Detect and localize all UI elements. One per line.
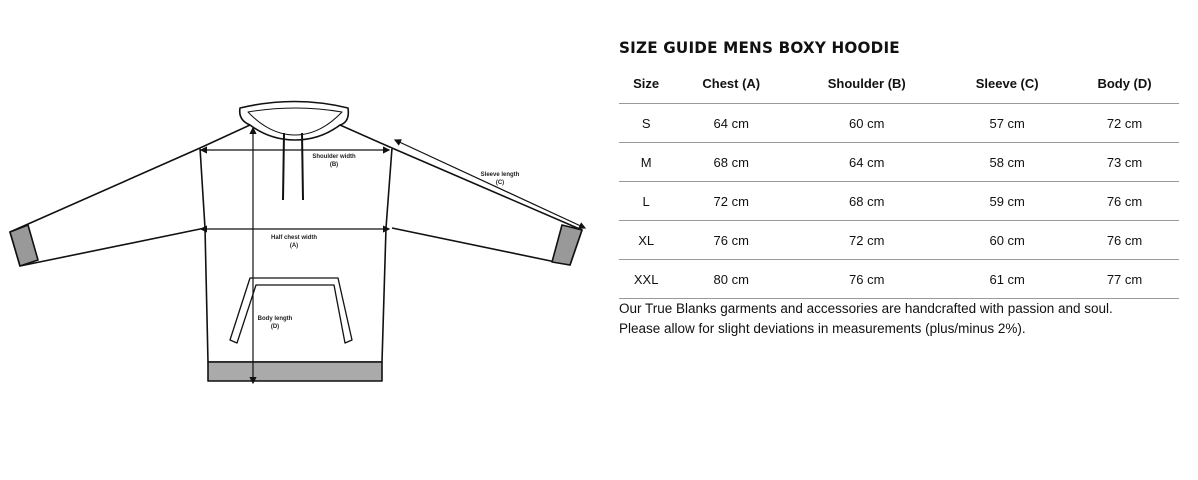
table-cell: 76 cm bbox=[789, 260, 944, 299]
measurement-note bbox=[619, 299, 1113, 339]
table-header bbox=[619, 64, 1179, 104]
page-title: SIZE GUIDE MENS BOXY HOODIE bbox=[619, 38, 900, 57]
col-chest: Chest (A) bbox=[702, 76, 761, 91]
table-cell: 68 cm bbox=[789, 182, 944, 221]
table-cell: 57 cm bbox=[944, 104, 1070, 143]
table-cell: 60 cm bbox=[789, 104, 944, 143]
size-table bbox=[619, 64, 1179, 299]
chest-code: (A) bbox=[289, 243, 299, 249]
table-cell: S bbox=[619, 104, 673, 143]
table-cell: 77 cm bbox=[1070, 260, 1179, 299]
note-line: Please allow for slight deviations in measurements (plus/minus 2%). bbox=[619, 321, 1026, 336]
table-cell: 72 cm bbox=[789, 221, 944, 260]
table-cell: XL bbox=[619, 221, 673, 260]
table-cell: L bbox=[619, 182, 673, 221]
note-line: Our True Blanks garments and accessories are handcrafted with passion and soul. bbox=[619, 301, 1113, 316]
col-body: Body (D) bbox=[1097, 76, 1152, 91]
shoulder-code: (B) bbox=[329, 162, 339, 168]
sleeve-code: (C) bbox=[495, 180, 505, 186]
col-shoulder: Shoulder (B) bbox=[827, 76, 906, 91]
body-label: Body length bbox=[257, 316, 293, 322]
table-row bbox=[619, 143, 1179, 182]
table-cell: 64 cm bbox=[789, 143, 944, 182]
table-cell: 60 cm bbox=[944, 221, 1070, 260]
table-cell: 64 cm bbox=[673, 104, 789, 143]
table-cell: 59 cm bbox=[944, 182, 1070, 221]
table-cell: 68 cm bbox=[673, 143, 789, 182]
table-cell: 72 cm bbox=[1070, 104, 1179, 143]
sleeve-label: Sleeve length bbox=[480, 172, 520, 178]
table-row bbox=[619, 104, 1179, 143]
table-cell: 76 cm bbox=[1070, 182, 1179, 221]
table-cell: 72 cm bbox=[673, 182, 789, 221]
table-cell: 76 cm bbox=[673, 221, 789, 260]
table-row bbox=[619, 260, 1179, 299]
table-cell: 58 cm bbox=[944, 143, 1070, 182]
shoulder-label: Shoulder width bbox=[312, 154, 356, 160]
col-size: Size bbox=[633, 76, 660, 91]
col-sleeve: Sleeve (C) bbox=[975, 76, 1039, 91]
chest-label: Half chest width bbox=[270, 235, 318, 241]
table-row bbox=[619, 221, 1179, 260]
body-code: (D) bbox=[270, 324, 280, 330]
table-cell: XXL bbox=[619, 260, 673, 299]
table-cell: 73 cm bbox=[1070, 143, 1179, 182]
table-row bbox=[619, 182, 1179, 221]
table-cell: 80 cm bbox=[673, 260, 789, 299]
table-cell: 76 cm bbox=[1070, 221, 1179, 260]
table-cell: 61 cm bbox=[944, 260, 1070, 299]
table-cell: M bbox=[619, 143, 673, 182]
